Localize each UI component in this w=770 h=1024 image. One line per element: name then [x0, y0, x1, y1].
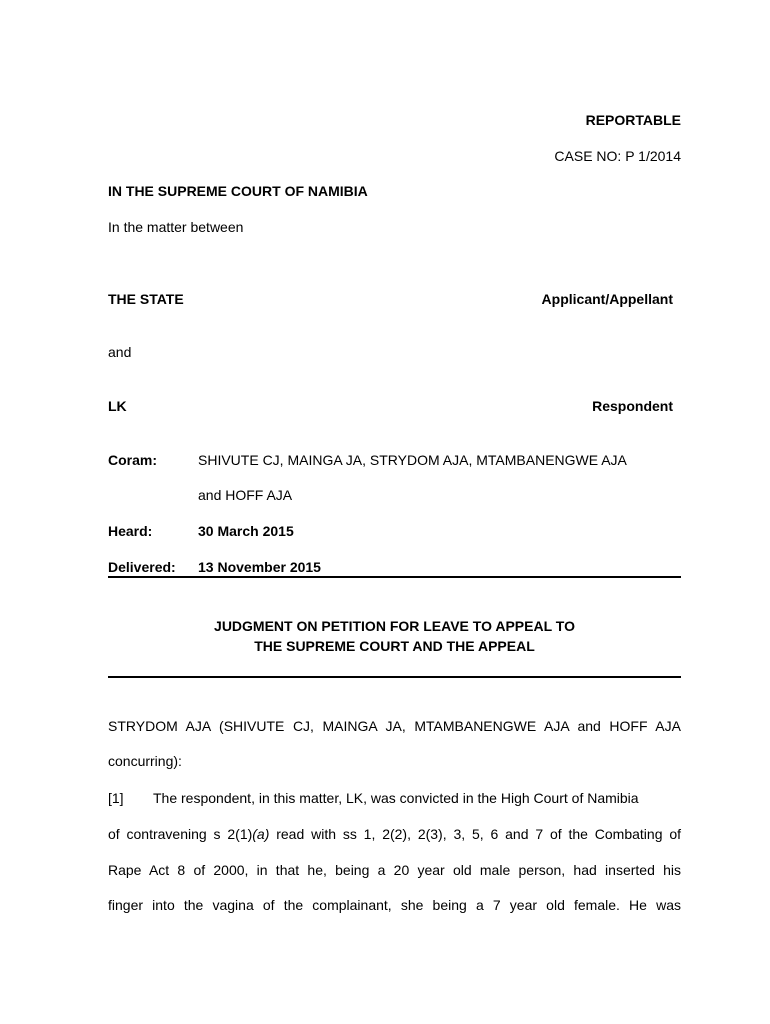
matter-between: In the matter between: [108, 219, 244, 235]
case-number: CASE NO: P 1/2014: [554, 148, 681, 164]
applicant-role: Applicant/Appellant: [541, 291, 673, 307]
heard-label: Heard:: [108, 523, 153, 539]
judgment-title-line2: THE SUPREME COURT AND THE APPEAL: [254, 638, 535, 654]
text-segment: read with ss 1, 2(2), 2(3), 3, 5, 6 and 7 of the Combating of: [269, 826, 681, 842]
and-label: and: [108, 344, 132, 360]
respondent-role: Respondent: [592, 398, 673, 414]
paragraph-number: [1]: [108, 790, 124, 806]
coram-line1: SHIVUTE CJ, MAINGA JA, STRYDOM AJA, MTAMBANENGWE AJA: [198, 452, 627, 468]
author-line2: concurring):: [108, 753, 182, 769]
paragraph-1-line2: [108, 825, 681, 843]
paragraph-1-line4: finger into the vagina of the complainant, she being a 7 year old female. He was: [108, 897, 681, 913]
divider-bottom: [108, 676, 681, 678]
reportable-label: REPORTABLE: [585, 112, 681, 128]
delivered-label: Delivered:: [108, 559, 176, 575]
author-line1: STRYDOM AJA (SHIVUTE CJ, MAINGA JA, MTAMBANENGWE AJA and HOFF AJA: [108, 718, 681, 734]
paragraph-1-line3: Rape Act 8 of 2000, in that he, being a 20 year old male person, had inserted his: [108, 862, 681, 878]
heard-date: 30 March 2015: [198, 523, 294, 539]
text-italic-segment: (a): [252, 826, 270, 842]
delivered-date: 13 November 2015: [198, 559, 321, 575]
paragraph-text: The respondent, in this matter, LK, was convicted in the High Court of Namibia: [153, 790, 639, 806]
text-segment: of contravening s 2(1): [108, 826, 253, 842]
divider-top: [108, 576, 681, 578]
respondent-name: LK: [108, 398, 127, 414]
paragraph-1-line1: [108, 789, 639, 807]
coram-line2: and HOFF AJA: [198, 487, 293, 503]
applicant-name: THE STATE: [108, 291, 184, 307]
court-name: IN THE SUPREME COURT OF NAMIBIA: [108, 183, 368, 199]
judgment-title-line1: JUDGMENT ON PETITION FOR LEAVE TO APPEAL TO: [214, 618, 575, 634]
coram-label: Coram:: [108, 452, 158, 468]
